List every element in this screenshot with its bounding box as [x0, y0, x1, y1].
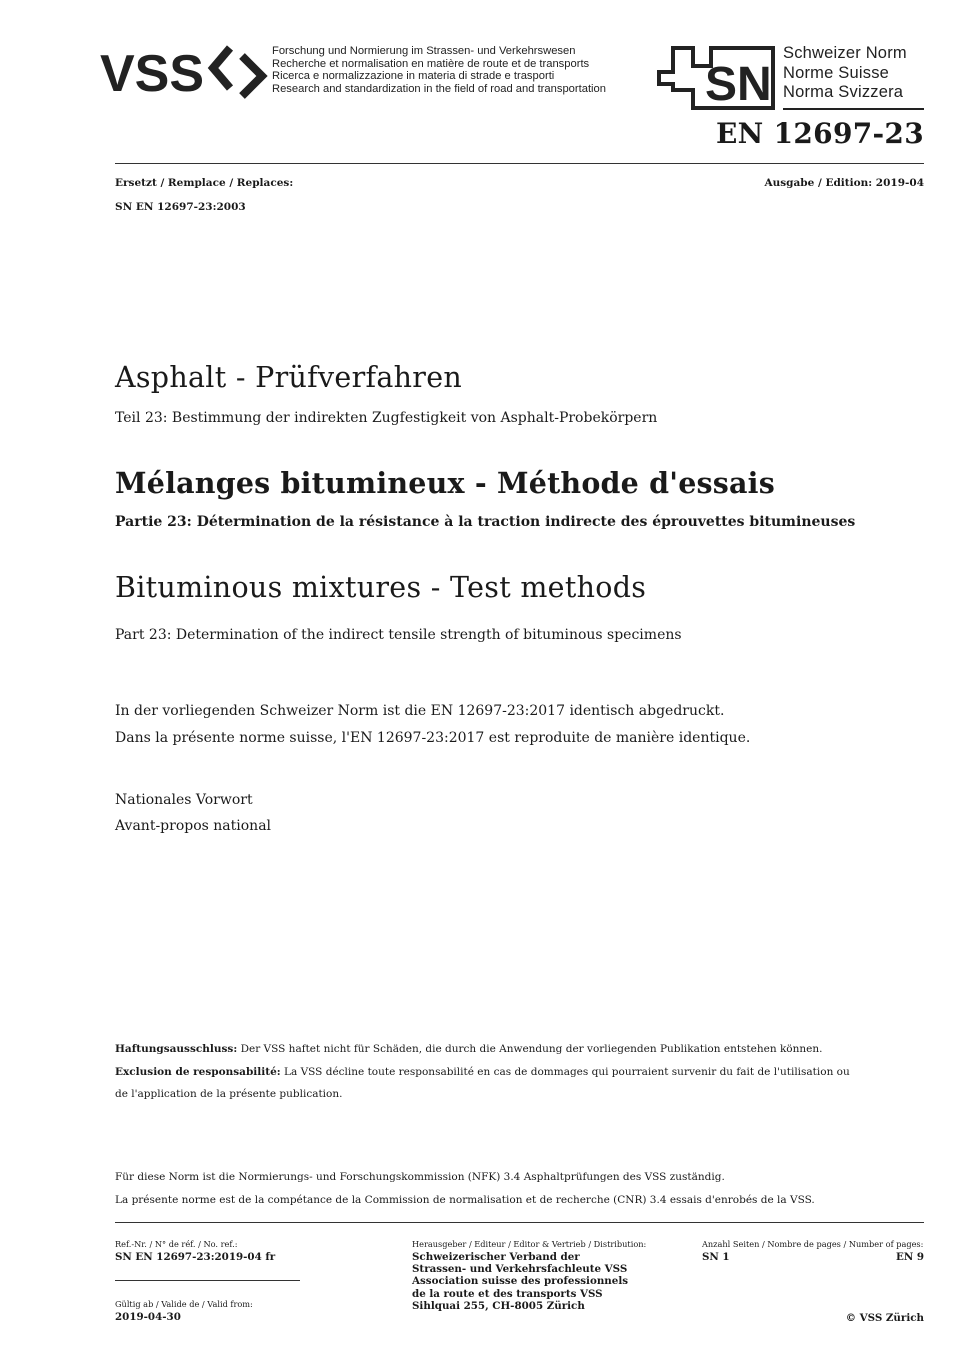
replaces-label: Ersetzt / Remplace / Replaces:	[115, 177, 294, 189]
vss-logo	[100, 38, 270, 104]
publisher-address	[412, 1251, 628, 1312]
publisher-line: Sihlquai 255, CH-8005 Zürich	[412, 1299, 585, 1312]
sn-label-fr: Norme Suisse	[783, 63, 890, 82]
disclaimer-de-text: Der VSS haftet nicht für Schäden, die durch die Anwendung der vorliegenden Publikation entstehen können.	[237, 1043, 823, 1055]
subtitle-de: Teil 23: Bestimmung der indirekten Zugfestigkeit von Asphalt-Probekörpern	[115, 410, 658, 426]
disclaimer-de-label: Haftungsausschluss:	[115, 1043, 238, 1055]
sn-label-it: Norma Svizzera	[783, 83, 904, 101]
edition: Ausgabe / Edition: 2019-04	[764, 177, 924, 189]
national-preface-fr: Avant-propos national	[115, 818, 272, 834]
identity-statement-fr: Dans la présente norme suisse, l'EN 12697-23:2017 est reproduite de manière identique.	[115, 730, 751, 746]
replaces-value: SN EN 12697-23:2003	[115, 201, 246, 213]
copyright: © VSS Zürich	[845, 1312, 924, 1324]
vss-tagline-en: Research and standardization in the field of road and transportation	[272, 82, 606, 95]
disclaimer-de	[115, 1043, 822, 1055]
title-de: Asphalt - Prüfverfahren	[115, 361, 463, 394]
valid-from-value: 2019-04-30	[115, 1311, 181, 1323]
subtitle-en: Part 23: Determination of the indirect tensile strength of bituminous specimens	[115, 627, 682, 643]
sn-logo	[655, 44, 777, 112]
vss-logo-chevron-right	[242, 56, 262, 96]
page-count-en: EN 9	[895, 1251, 924, 1263]
national-preface-de: Nationales Vorwort	[115, 792, 253, 808]
vss-tagline-it: Ricerca e normalizzazione in materia di strade e trasporti	[272, 70, 555, 82]
vss-tagline-de: Forschung und Normierung im Strassen- und Verkehrswesen	[272, 45, 576, 57]
vss-logo-text: VSS	[100, 45, 205, 103]
ref-number-label: Ref.-Nr. / N° de réf. / No. ref.:	[115, 1239, 238, 1249]
subtitle-fr: Partie 23: Détermination de la résistance à la traction indirecte des éprouvettes bitumineuses	[115, 514, 856, 530]
standard-number: EN 12697-23	[716, 117, 924, 150]
title-fr: Mélanges bitumineux - Méthode d'essais	[115, 466, 775, 500]
publisher-line: Association suisse des professionnels	[412, 1275, 629, 1288]
page-count-sn: SN 1	[702, 1251, 730, 1263]
sn-labels	[783, 44, 907, 103]
sn-label-de: Schweizer Norm	[783, 44, 907, 62]
publisher-line: Schweizerischer Verband der	[412, 1251, 580, 1263]
ref-divider	[115, 1280, 300, 1281]
competence-de: Für diese Norm ist die Normierungs- und Forschungskommission (NFK) 3.4 Asphaltprüfungen des VSS zuständig.	[115, 1171, 725, 1183]
publisher-line: de la route et des transports VSS	[412, 1287, 603, 1300]
competence-fr: La présente norme est de la compétance de la Commission de normalisation et de recherche (CNR) 3.4 essais d'enrobés de la VSS.	[115, 1194, 815, 1206]
disclaimer-fr-label: Exclusion de responsabilité:	[115, 1066, 281, 1078]
sn-underline	[783, 108, 924, 110]
identity-statement-de: In der vorliegenden Schweizer Norm ist die EN 12697-23:2017 identisch abgedruckt.	[115, 703, 725, 719]
disclaimer-fr	[115, 1066, 850, 1078]
ref-number-value: SN EN 12697-23:2019-04 fr	[115, 1251, 276, 1263]
vss-tagline-fr: Recherche et normalisation en matière de route et de transports	[272, 57, 590, 70]
disclaimer-fr-text: La VSS décline toute responsabilité en cas de dommages qui pourraient survenir du fait de l'utilisation ou	[280, 1066, 850, 1078]
publisher-line: Strassen- und Verkehrsfachleute VSS	[412, 1263, 628, 1276]
sn-logo-text: SN	[705, 58, 772, 111]
disclaimer-fr-continued: de l'application de la présente publication.	[115, 1088, 343, 1100]
title-en: Bituminous mixtures - Test methods	[115, 571, 647, 604]
header-divider	[115, 163, 924, 164]
vss-tagline	[272, 45, 606, 95]
vss-logo-chevron-left	[213, 48, 230, 88]
publisher-label: Herausgeber / Editeur / Editor & Vertrieb / Distribution:	[412, 1239, 647, 1249]
page-count-label: Anzahl Seiten / Nombre de pages / Number of pages:	[702, 1239, 924, 1249]
valid-from-label: Gültig ab / Valide de / Valid from:	[115, 1299, 253, 1309]
footer-divider	[115, 1222, 924, 1223]
